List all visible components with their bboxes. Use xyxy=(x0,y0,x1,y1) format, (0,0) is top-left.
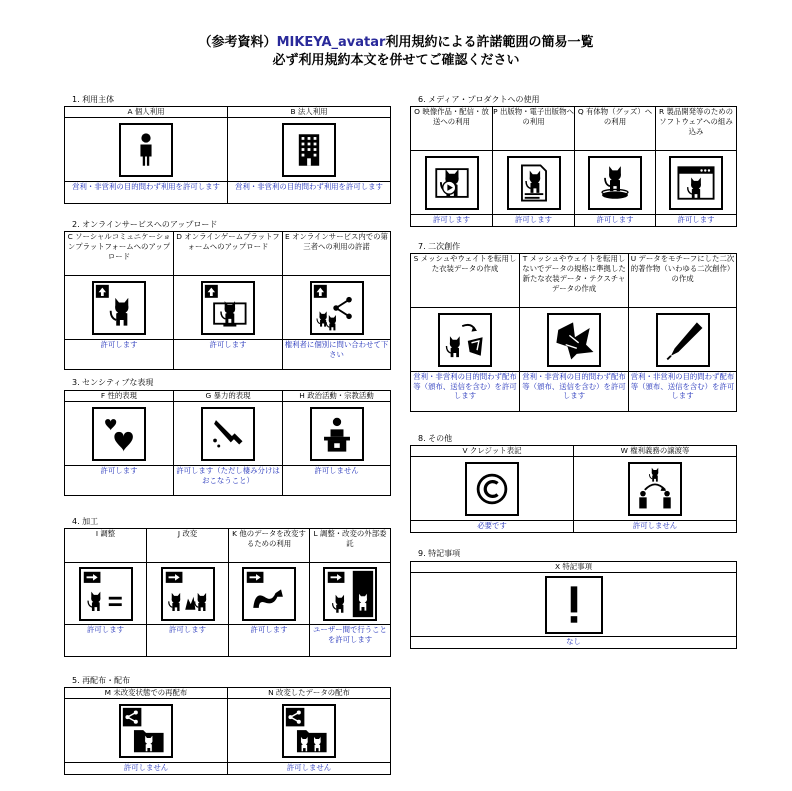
upload-game-icon xyxy=(201,281,255,335)
section-title-other: 8. その他 xyxy=(418,434,453,443)
section-title-usage-subject: 1. 利用主体 xyxy=(72,95,115,104)
result-personal-use: 営利・非営利の目的問わず利用を許可します xyxy=(65,182,228,204)
pen-icon xyxy=(656,313,710,367)
person-icon xyxy=(119,123,173,177)
col-header-corporate-use: B 法人利用 xyxy=(228,107,391,118)
share-third-party-icon xyxy=(310,281,364,335)
section-title-media: 6. メディア・プロダクトへの使用 xyxy=(418,95,540,104)
table-online-upload xyxy=(64,231,391,370)
outsource-icon xyxy=(323,567,377,621)
publication-icon xyxy=(507,156,561,210)
col-header-political-religious: H 政治活動・宗教活動 xyxy=(283,391,391,402)
col-header-credit: V クレジット表記 xyxy=(411,446,574,457)
video-icon xyxy=(425,156,479,210)
reuse-data-icon xyxy=(242,567,296,621)
result-third-party-license: 権利者に個別に問い合わせて下さい xyxy=(283,340,391,370)
section-title-online-upload: 2. オンラインサービスへのアップロード xyxy=(72,220,218,229)
table-sensitive xyxy=(64,390,391,496)
col-header-outsource: L 調整・改変の外部委託 xyxy=(310,529,391,563)
knife-icon xyxy=(201,407,255,461)
figure-goods-icon xyxy=(588,156,642,210)
result-rights-transfer: 許可しません xyxy=(574,521,737,533)
col-header-violent: G 暴力的表現 xyxy=(174,391,283,402)
result-sexual: 許可します xyxy=(65,466,174,496)
table-processing xyxy=(64,528,391,657)
upload-avatar-icon xyxy=(92,281,146,335)
result-credit: 必要です xyxy=(411,521,574,533)
table-other xyxy=(410,445,737,533)
col-header-redistribute-unmodified: M 未改変状態での再配布 xyxy=(65,688,228,699)
result-derivative-work: 営利・非営利の目的問わず配布等（頒布、送信を含む）を許可します xyxy=(629,372,737,412)
adjust-icon xyxy=(79,567,133,621)
col-header-rights-transfer: W 権利義務の譲渡等 xyxy=(574,446,737,457)
hearts-icon xyxy=(92,407,146,461)
result-costume-transfer: 営利・非営利の目的問わず配布等（頒布、送信を含む）を許可します xyxy=(411,372,520,412)
col-header-costume-transfer: S メッシュやウェイトを転用した衣装データの作成 xyxy=(411,254,520,308)
result-redistribute-unmodified: 許可しません xyxy=(65,763,228,775)
title-prefix: （参考資料） xyxy=(198,35,277,50)
new-costume-icon xyxy=(547,313,601,367)
col-header-new-costume: T メッシュやウェイトを転用しないでデータの規格に準拠した新たな衣装データ・テクスチャデータの作成 xyxy=(520,254,629,308)
table-usage-subject xyxy=(64,106,391,204)
table-derivative xyxy=(410,253,737,412)
col-header-modify: J 改変 xyxy=(147,529,229,563)
result-video: 許可します xyxy=(411,215,493,227)
result-goods: 許可します xyxy=(575,215,656,227)
result-game-platform: 許可します xyxy=(174,340,283,370)
col-header-adjust: I 調整 xyxy=(65,529,147,563)
distribute-modified-icon xyxy=(282,704,336,758)
col-header-goods: Q 有体物（グッズ）への利用 xyxy=(575,107,656,151)
col-header-special-notes: X 特記事項 xyxy=(411,562,737,573)
result-violent: 許可します（ただし棲み分けはおこなうこと） xyxy=(174,466,283,496)
result-political-religious: 許可しません xyxy=(283,466,391,496)
col-header-personal-use: A 個人利用 xyxy=(65,107,228,118)
podium-icon xyxy=(310,407,364,461)
result-software: 許可します xyxy=(656,215,737,227)
modify-icon xyxy=(161,567,215,621)
result-publication: 許可します xyxy=(493,215,575,227)
section-title-processing: 4. 加工 xyxy=(72,517,99,526)
result-new-costume: 営利・非営利の目的問わず配布等（頒布、送信を含む）を許可します xyxy=(520,372,629,412)
col-header-third-party-license: E オンラインサービス内での第三者への利用の許諾 xyxy=(283,232,391,276)
col-header-software: R 製品開発等のためのソフトウェアへの組み込み xyxy=(656,107,737,151)
software-icon xyxy=(669,156,723,210)
section-title-sensitive: 3. センシティブな表現 xyxy=(72,378,154,387)
table-special-notes xyxy=(410,561,737,649)
result-special-notes: なし xyxy=(411,637,737,649)
col-header-publication: P 出版物・電子出版物への利用 xyxy=(493,107,575,151)
col-header-video: O 映像作品・配信・放送への利用 xyxy=(411,107,493,151)
col-header-social-platform: C ソーシャルコミュニケーションプラットフォームへのアップロード xyxy=(65,232,174,276)
result-modify: 許可します xyxy=(147,625,229,657)
copyright-icon xyxy=(465,462,519,516)
col-header-sexual: F 性的表現 xyxy=(65,391,174,402)
col-header-reuse-data: K 他のデータを改変するための利用 xyxy=(229,529,310,563)
exclamation-icon xyxy=(545,576,603,634)
title-notice: 必ず利用規約本文を併せてご確認ください xyxy=(272,53,520,68)
section-title-special-notes: 9. 特記事項 xyxy=(418,549,461,558)
redistribute-icon xyxy=(119,704,173,758)
building-icon xyxy=(282,123,336,177)
result-outsource: ユーザー間で行うことを許可します xyxy=(310,625,391,657)
col-header-derivative-work: U データをモチーフにした二次的著作物（いわゆる二次創作）の作成 xyxy=(629,254,737,308)
col-header-game-platform: D オンラインゲームプラットフォームへのアップロード xyxy=(174,232,283,276)
costume-transfer-icon xyxy=(438,313,492,367)
col-header-distribute-modified: N 改変したデータの配布 xyxy=(228,688,391,699)
section-title-derivative: 7. 二次創作 xyxy=(418,242,461,251)
transfer-rights-icon xyxy=(628,462,682,516)
table-media xyxy=(410,106,737,227)
table-redistribution xyxy=(64,687,391,775)
result-adjust: 許可します xyxy=(65,625,147,657)
section-title-redistribution: 5. 再配布・配布 xyxy=(72,676,131,685)
result-distribute-modified: 許可しません xyxy=(228,763,391,775)
title-brand: MIKEYA_avatar xyxy=(276,35,386,50)
title-suffix: 利用規約による許諾範囲の簡易一覧 xyxy=(385,35,594,50)
result-reuse-data: 許可します xyxy=(229,625,310,657)
result-social-platform: 許可します xyxy=(65,340,174,370)
result-corporate-use: 営利・非営利の目的問わず利用を許可します xyxy=(228,182,391,204)
page-title xyxy=(0,34,792,70)
